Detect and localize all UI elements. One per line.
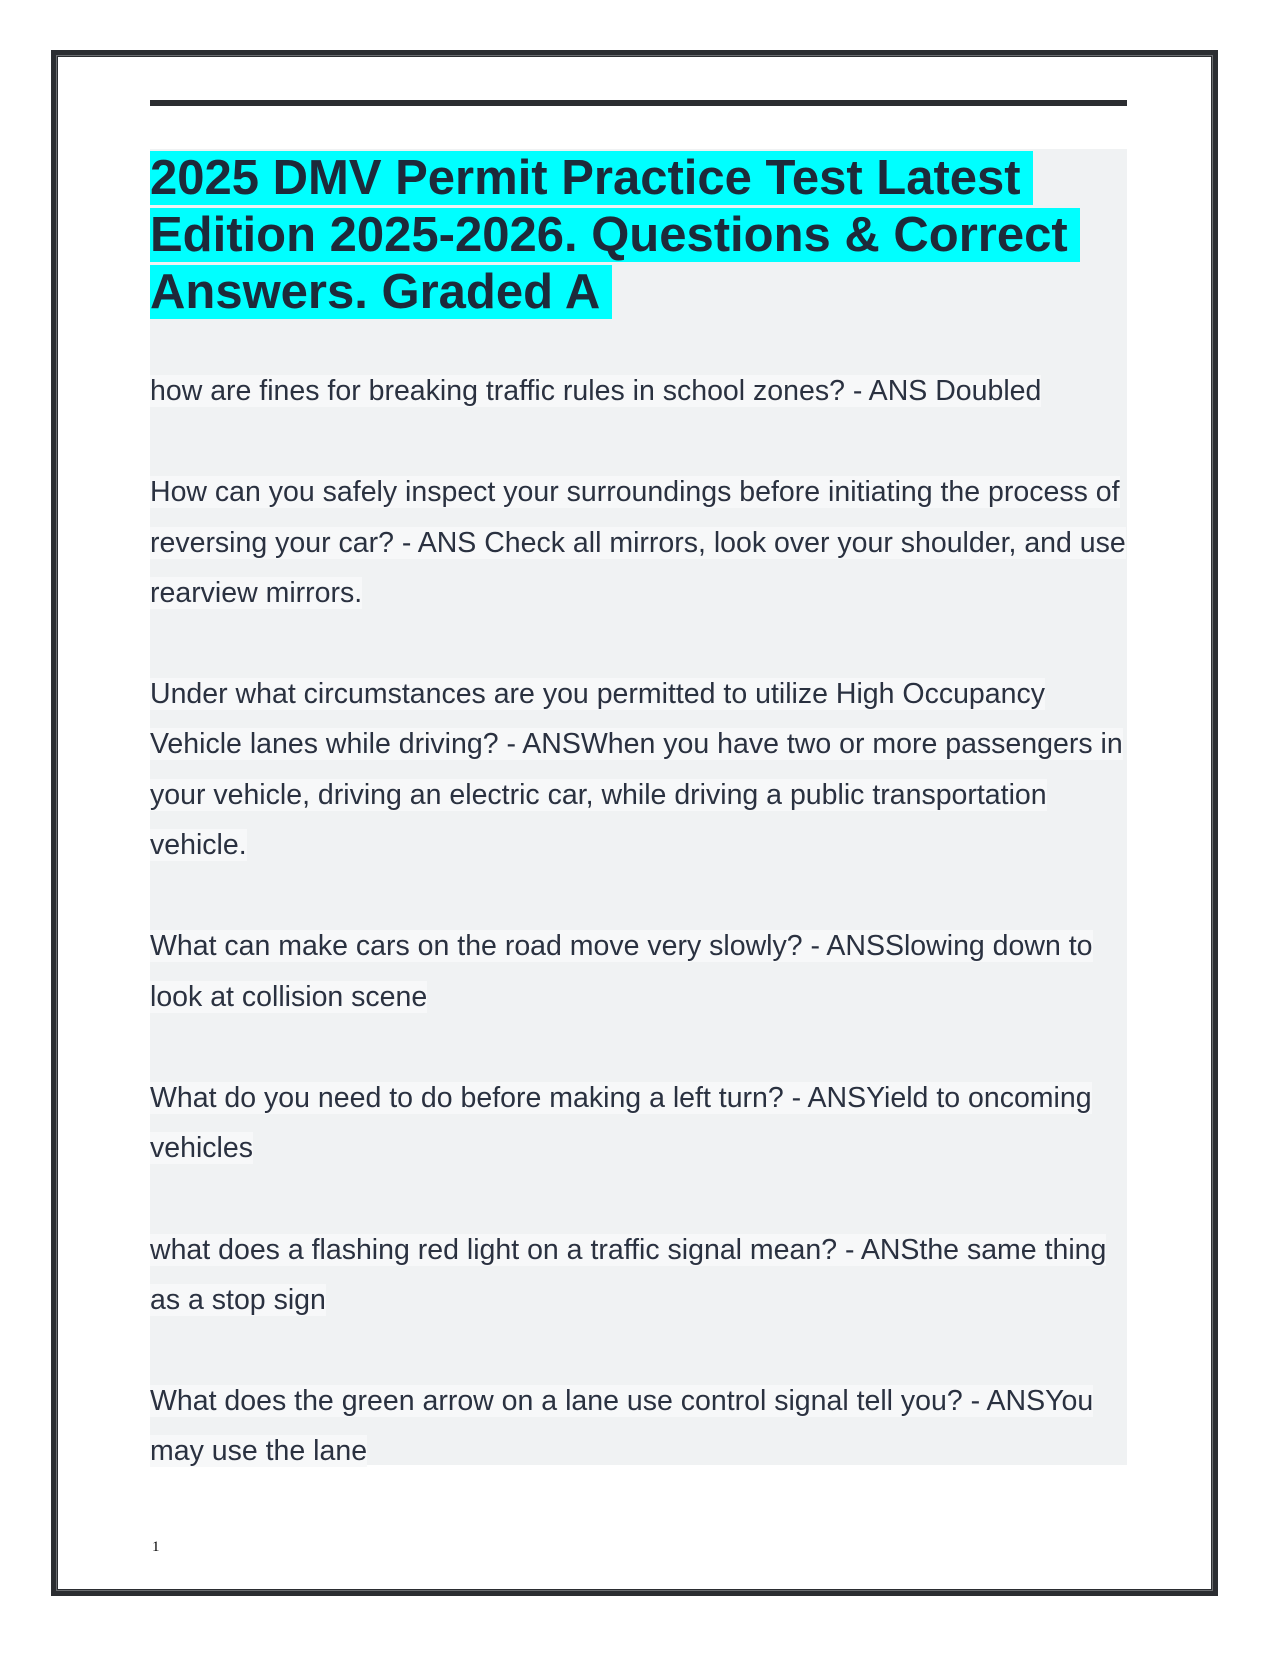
qa-list — [150, 366, 1127, 1528]
qa-item-text: how are fines for breaking traffic rules in school zones? - ANS Doubled — [150, 375, 1042, 407]
page-number: 1 — [152, 1539, 160, 1555]
qa-item-text: Under what circumstances are you permitted to utilize High Occupancy Vehicle lanes while driving? - ANSWhen you have two or more passengers in your vehicle, driving an electric car, while driving a public transportation vehicle. — [150, 678, 1123, 862]
qa-item — [150, 1073, 1127, 1174]
qa-item — [150, 921, 1127, 1022]
qa-item — [150, 467, 1127, 618]
qa-item-text: What do you need to do before making a left turn? - ANSYield to oncoming vehicles — [150, 1081, 1092, 1165]
qa-item-text: What can make cars on the road move very slowly? - ANSSlowing down to look at collision scene — [150, 930, 1093, 1013]
qa-item-text: what does a flashing red light on a traffic signal mean? - ANSthe same thing as a stop sign — [150, 1233, 1107, 1316]
qa-item — [150, 669, 1127, 870]
qa-item-text: What does the green arrow on a lane use control signal tell you? - ANSYou may use the lane — [150, 1385, 1094, 1468]
document-title — [150, 150, 1110, 321]
qa-item-text: How can you safely inspect your surroundings before initiating the process of reversing your car? - ANS Check all mirrors, look over your shoulder, and use rearview mirrors. — [150, 476, 1126, 609]
qa-item — [150, 366, 1127, 416]
top-rule — [150, 100, 1127, 106]
document-title-text: 2025 DMV Permit Practice Test Latest Edition 2025-2026. Questions & Correct Answers. Graded A — [150, 151, 1080, 319]
qa-item — [150, 1225, 1127, 1326]
qa-item — [150, 1376, 1127, 1477]
